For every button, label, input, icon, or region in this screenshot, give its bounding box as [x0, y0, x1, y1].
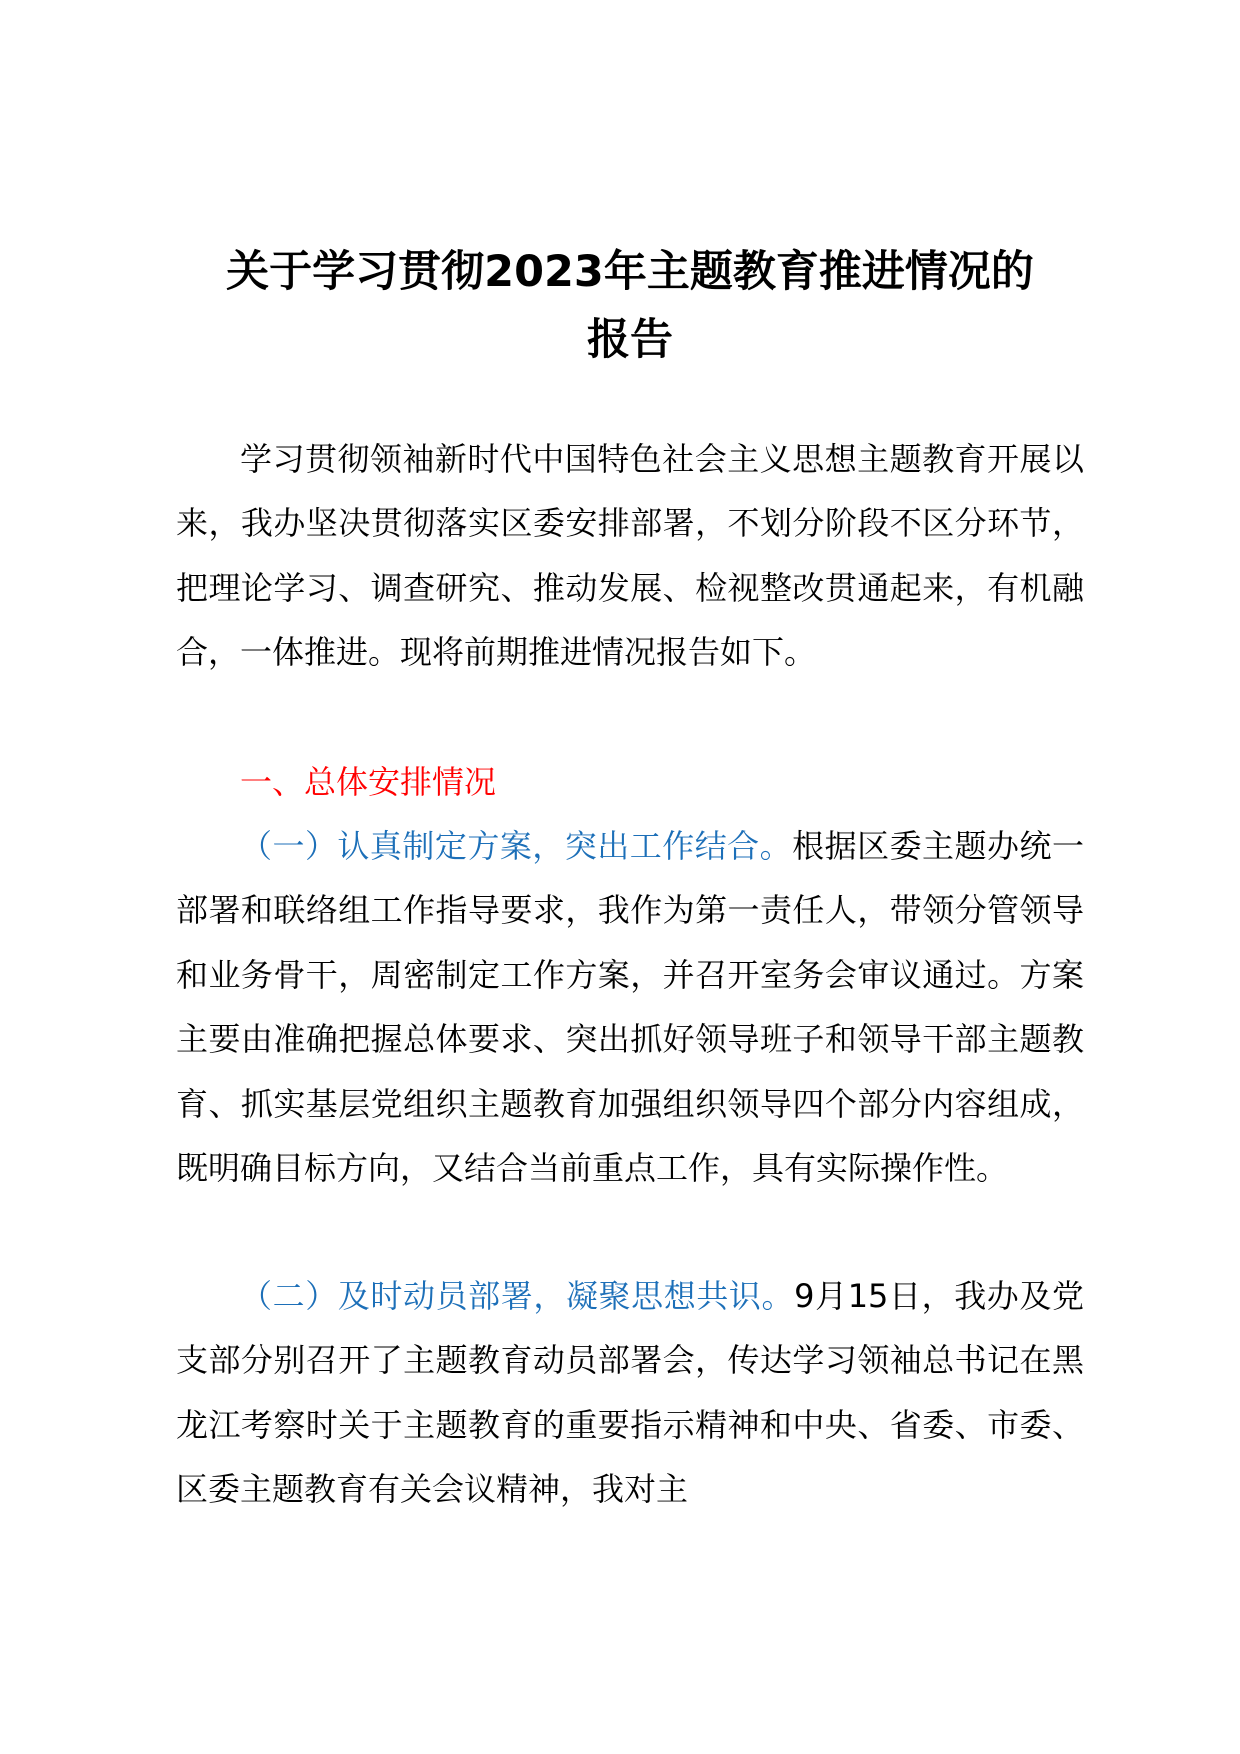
intro-paragraph: 学习贯彻领袖新时代中国特色社会主义思想主题教育开展以来，我办坚决贯彻落实区委安排部署，不划分阶段不区分环节，把理论学习、调查研究、推动发展、检视整改贯通起来，有机融合，一体推进。现将前期推进情况报告如下。 [176, 440, 1084, 672]
subsection-1-heading: （一）认真制定方案，突出工作结合。 [240, 827, 793, 865]
subsection-2-heading: （二）及时动员部署，凝聚思想共识。 [240, 1277, 795, 1315]
subsection-1-paragraph [176, 814, 1084, 1200]
subsection-2-paragraph [176, 1264, 1084, 1522]
section-1-heading: 一、总体安排情况 [240, 763, 497, 801]
document-title [170, 238, 1090, 374]
title-line-2: 报告 [587, 315, 673, 365]
subsection-1-body: 根据区委主题办统一部署和联络组工作指导要求，我作为第一责任人，带领分管领导和业务骨干，周密制定工作方案，并召开室务会审议通过。方案主要由准确把握总体要求、突出抓好领导班子和领导干部主题教育、抓实基层党组织主题教育加强组织领导四个部分内容组成，既明确目标方向，又结合当前重点工作，具有实际操作性。 [176, 827, 1084, 1188]
title-line-1: 关于学习贯彻2023年主题教育推进情况的 [226, 247, 1034, 297]
subsection-2-body: 9月15日，我办及党支部分别召开了主题教育动员部署会，传达学习领袖总书记在黑龙江考察时关于主题教育的重要指示精神和中央、省委、市委、区委主题教育有关会议精神，我对主 [176, 1277, 1084, 1509]
